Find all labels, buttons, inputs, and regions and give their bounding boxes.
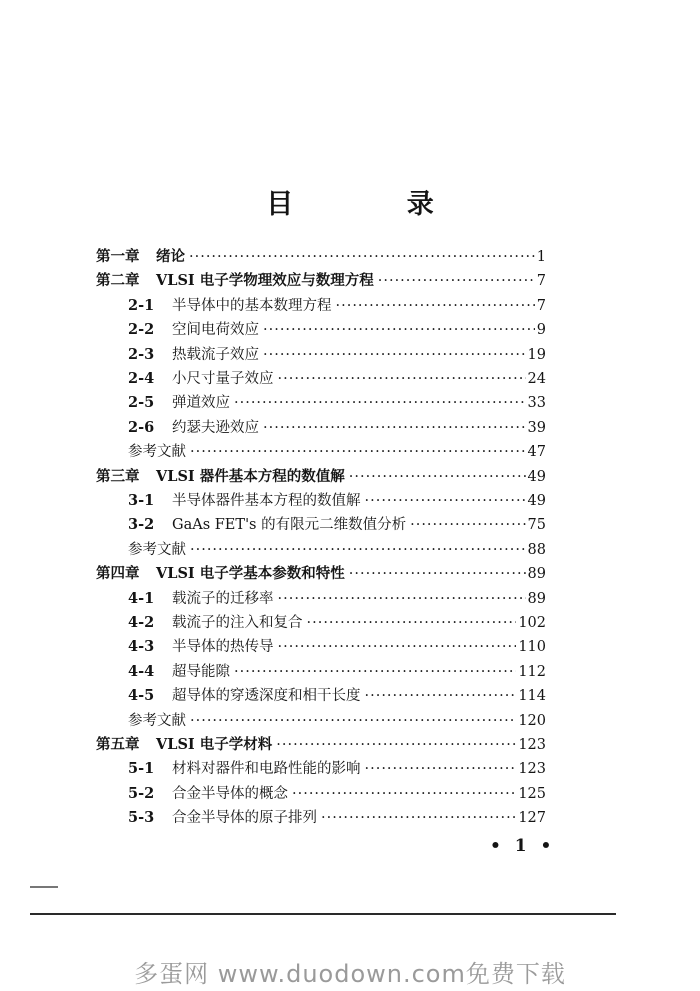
toc-row (96, 270, 546, 292)
dot-leader (410, 514, 525, 536)
toc-entry-number: 4-3 (128, 638, 155, 656)
dot-leader (321, 807, 516, 829)
toc-entry-page: 33 (527, 395, 546, 412)
dot-leader (336, 295, 535, 317)
dot-leader (263, 344, 526, 366)
toc-entry-page: 1 (536, 249, 546, 265)
toc-entry-title: 超导体的穿透深度和相干长度 (172, 688, 361, 705)
toc-entry-number: 2-2 (128, 321, 155, 339)
toc-entry-title: 载流子的注入和复合 (172, 615, 303, 631)
toc-entry-page: 110 (518, 639, 546, 656)
toc-entry-title: VLSI 电子学物理效应与数理方程 (156, 272, 374, 290)
toc-entry-page: 7 (536, 273, 546, 290)
toc-entry-number: 第四章 (96, 565, 140, 583)
dot-leader (234, 392, 526, 414)
toc-row (128, 368, 546, 390)
toc-entry-page: 19 (527, 346, 546, 363)
toc-entry-number: 3-2 (128, 516, 155, 534)
dot-leader (190, 441, 526, 463)
toc-row (128, 539, 546, 561)
dot-leader (349, 563, 526, 585)
toc-entry-title: 超导能隙 (172, 663, 230, 680)
toc-entry-title: 绪论 (156, 248, 185, 265)
toc-entry-title: 参考文献 (128, 444, 186, 461)
dot-leader (276, 734, 516, 756)
toc-entry-page: 49 (527, 468, 546, 485)
dot-leader (365, 685, 517, 707)
toc-entry-number: 2-5 (128, 394, 155, 412)
dot-leader (365, 490, 526, 512)
toc-entry-number: 5-3 (128, 809, 155, 827)
toc-entry-title: 材料对器件和电路性能的影响 (172, 761, 361, 778)
toc-entry-number: 第三章 (96, 467, 140, 485)
toc-entry-page: 24 (527, 371, 546, 387)
toc-entry-page: 9 (536, 322, 546, 339)
dot-leader (292, 783, 516, 805)
toc-entry-page: 102 (518, 615, 546, 631)
toc-entry-number: 3-1 (128, 492, 155, 509)
toc-entry-page: 125 (518, 785, 546, 802)
toc-entry-number: 第一章 (96, 248, 140, 265)
toc-entry-page: 89 (527, 590, 546, 607)
toc-entry-page: 49 (527, 493, 546, 509)
toc-entry-page: 112 (518, 663, 546, 680)
toc-row (128, 636, 546, 658)
toc-entry-page: 89 (527, 566, 546, 583)
toc-entry-page: 88 (527, 541, 546, 558)
dot-leader (190, 539, 526, 561)
toc-row (128, 295, 546, 317)
toc-row (128, 710, 546, 732)
toc-entry-number: 4-1 (128, 589, 155, 607)
toc-row (128, 514, 546, 536)
dot-leader (263, 417, 526, 439)
toc-entry-page: 123 (518, 737, 546, 753)
dot-leader (263, 319, 535, 341)
toc-row (96, 246, 546, 268)
dot-leader (278, 368, 526, 390)
toc-entry-title: GaAs FET's 的有限元二维数值分析 (172, 517, 407, 534)
page-number: • 1 • (490, 836, 556, 856)
toc-entry-number: 第二章 (96, 272, 140, 290)
toc-row (128, 441, 546, 463)
toc-entry-number: 第五章 (96, 736, 140, 753)
toc-entry-number: 5-2 (128, 784, 155, 802)
toc-row (128, 392, 546, 414)
toc-entry-number: 2-6 (128, 418, 155, 436)
dot-leader (190, 710, 516, 732)
toc-entry-title: 小尺寸量子效应 (172, 371, 274, 387)
toc-entry-title: VLSI 电子学基本参数和特性 (156, 565, 345, 583)
toc-entry-title: 参考文献 (128, 541, 186, 558)
toc-entry-number: 4-2 (128, 614, 155, 631)
dot-leader (365, 758, 517, 780)
toc-entry-number: 2-4 (128, 370, 155, 387)
toc-row (128, 807, 546, 829)
toc-entry-number: 2-3 (128, 345, 155, 363)
toc-entry-title: 热载流子效应 (172, 346, 259, 363)
toc-row (128, 417, 546, 439)
toc-entry-page: 123 (518, 761, 546, 778)
toc-entry-page: 7 (536, 297, 546, 314)
toc-entry-number: 4-5 (128, 687, 155, 705)
toc-row (128, 490, 546, 512)
toc-entry-page: 47 (527, 444, 546, 461)
toc-entry-title: VLSI 电子学材料 (156, 736, 273, 753)
dot-leader (189, 246, 535, 268)
toc-row (96, 563, 546, 585)
dot-leader (278, 588, 526, 610)
toc-entry-number: 4-4 (128, 662, 155, 680)
toc-row (96, 734, 546, 756)
toc-entry-title: 载流子的迁移率 (172, 590, 274, 607)
toc-entry-title: 合金半导体的原子排列 (172, 810, 317, 827)
footer-rule (30, 913, 616, 915)
toc-entry-page: 75 (527, 517, 546, 534)
toc-row (128, 588, 546, 610)
toc-row (128, 319, 546, 341)
dot-leader (307, 612, 517, 634)
toc-entry-title: 半导体中的基本数理方程 (172, 297, 332, 314)
toc-entry-number: 2-1 (128, 296, 155, 314)
toc-entry-title: 约瑟夫逊效应 (172, 419, 259, 436)
dot-leader (234, 661, 516, 683)
toc-entry-page: 127 (518, 810, 546, 827)
dot-leader (349, 466, 526, 488)
toc-entry-page: 120 (518, 712, 546, 729)
dot-leader (278, 636, 517, 658)
toc-entry-title: 合金半导体的概念 (172, 785, 288, 802)
toc-row (128, 783, 546, 805)
watermark-text: 多蛋网 www.duodown.com免费下载 (134, 960, 566, 988)
toc-entry-title: 半导体器件基本方程的数值解 (172, 493, 361, 509)
scan-smudge (30, 886, 58, 888)
toc-entry-title: 参考文献 (128, 712, 186, 729)
toc-entry-title: 弹道效应 (172, 395, 230, 412)
toc-row (96, 466, 546, 488)
toc-entry-page: 39 (527, 419, 546, 436)
toc-row (128, 661, 546, 683)
toc-entry-title: 半导体的热传导 (172, 639, 274, 656)
dot-leader (378, 270, 535, 292)
toc-entry-page: 114 (518, 688, 546, 705)
toc-row (128, 344, 546, 366)
toc-entry-title: 空间电荷效应 (172, 322, 259, 339)
toc-row (128, 685, 546, 707)
page-title: 目 录 (266, 189, 486, 220)
toc-entry-number: 5-1 (128, 760, 155, 778)
toc-row (128, 612, 546, 634)
toc-row (128, 758, 546, 780)
toc-entry-title: VLSI 器件基本方程的数值解 (156, 467, 345, 485)
